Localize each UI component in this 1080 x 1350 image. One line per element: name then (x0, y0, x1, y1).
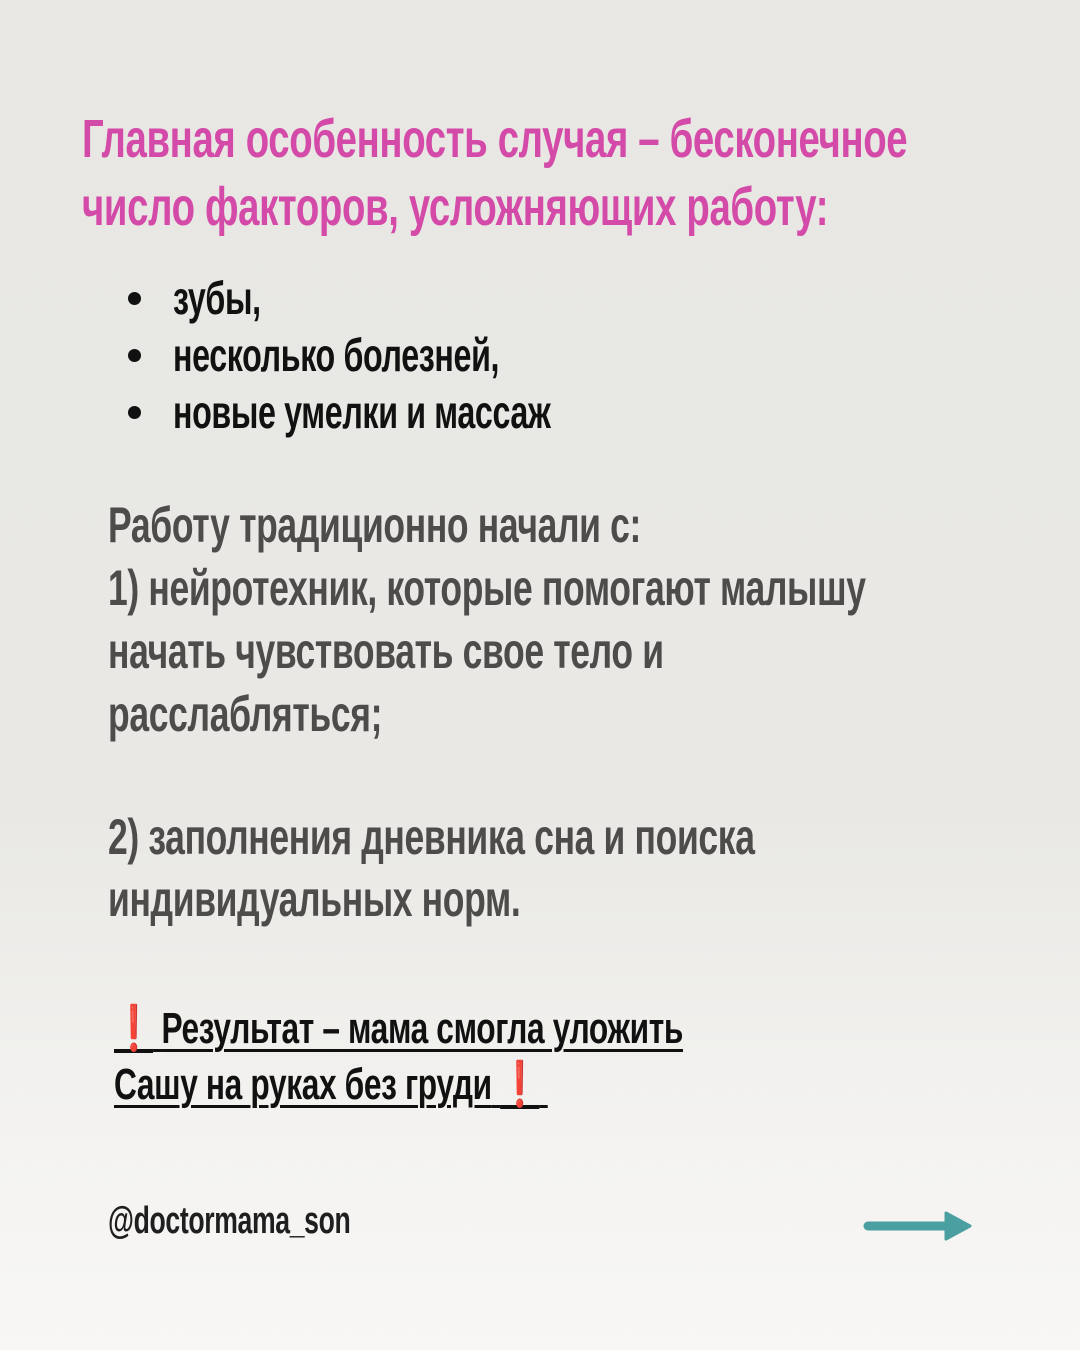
headline-line-2: число факторов, усложняющих работу: (82, 177, 829, 237)
account-handle[interactable]: @doctormama_son (108, 1200, 351, 1242)
bullet-icon (128, 406, 141, 419)
exclamation-icon: ❗ (500, 1060, 540, 1109)
arrow-right-icon[interactable] (862, 1210, 974, 1242)
approach-step2-line-1: 2) заполнения дневника сна и поиска (108, 809, 755, 865)
bullet-icon (128, 292, 141, 305)
approach-step1-line-2: начать чувствовать свое тело и (108, 623, 664, 679)
factor-text: зубы, (173, 272, 261, 324)
result-line-2-text: Сашу на руках без груди (114, 1060, 492, 1109)
approach-step2-line-2: индивидуальных норм. (108, 871, 521, 927)
headline-line-1: Главная особенность случая – бесконечное (82, 109, 908, 169)
result-line-1-text: Результат – мама смогла уложить (161, 1004, 683, 1053)
bullet-icon (128, 349, 141, 362)
list-item (128, 270, 298, 326)
result-line-2 (114, 1058, 548, 1110)
result-line-1 (114, 1002, 683, 1054)
approach-step1-line-3: расслабляться; (108, 686, 383, 742)
factor-text: новые умелки и массаж (173, 386, 551, 438)
approach-intro: Работу традиционно начали с: (108, 497, 642, 553)
list-item (128, 327, 639, 383)
factor-text: несколько болезней, (173, 329, 500, 381)
approach-step1-line-1: 1) нейротехник, которые помогают малышу (108, 560, 866, 616)
exclamation-icon: ❗ (114, 1004, 154, 1053)
list-item (128, 384, 712, 440)
